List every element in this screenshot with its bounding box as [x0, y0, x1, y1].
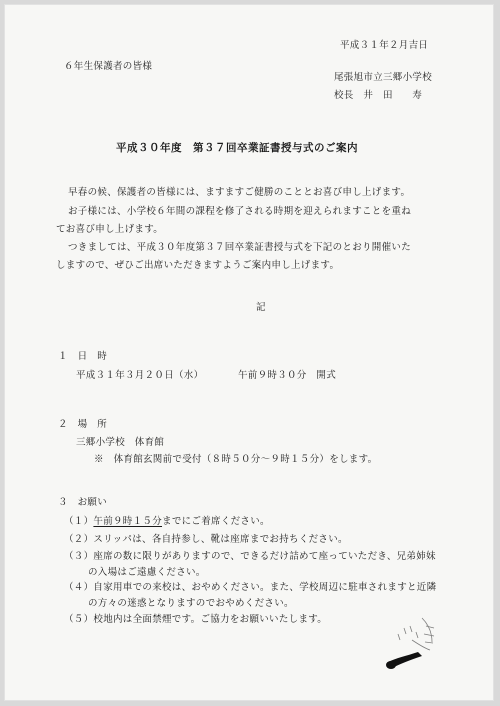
request-5: （５）校地内は全面禁煙です。ご協力をお願いいたします。: [64, 614, 328, 625]
datetime-heading: １ 日 時: [58, 351, 108, 362]
body-line-4: つきましては、平成３０年度第３７回卒業証書授与式を下記のとおり開催いた: [68, 242, 412, 253]
school-emblem-stamp: [382, 614, 442, 674]
place-heading: ２ 場 所: [58, 419, 108, 430]
ki-heading: 記: [256, 302, 266, 313]
recipient: ６年生保護者の皆様: [64, 61, 153, 72]
school-name: 尾張旭市立三郷小学校: [334, 72, 433, 83]
issue-date: 平成３１年２月吉日: [340, 40, 429, 51]
body-line-1: 早春の候、保護者の皆様には、ますますご健勝のこととお喜び申し上げます。: [68, 187, 411, 198]
request-4-line-1: （４）自家用車での来校は、おやめください。また、学校周辺に駐車されますと近隣: [64, 582, 437, 593]
document-title: 平成３０年度 第３７回卒業証書授与式のご案内: [116, 142, 358, 154]
body-line-2: お子様には、小学校６年間の課程を修了される時期を迎えられますことを重ね: [68, 206, 412, 217]
principal-name: 校長 井 田 寿: [334, 90, 423, 101]
request-3-line-1: （３）座席の数に限りがありますので、できるだけ詰めて座っていただき、兄弟姉妹: [64, 551, 436, 562]
body-line-5: しますので、ぜひご出席いただきますようご案内申し上げます。: [56, 260, 340, 271]
request-2: （２）スリッパは、各自持参し、靴は座席までお持ちください。: [64, 534, 348, 545]
request-4-line-2: の方々の迷惑となりますのでおやめください。: [88, 598, 294, 609]
document-page: [4, 4, 494, 701]
body-line-3: てお喜び申し上げます。: [56, 224, 164, 235]
request-3-line-2: の入場はご遠慮ください。: [88, 567, 206, 578]
request-1-number: （１）: [64, 516, 94, 527]
request-1-deadline: 午前９時１５分: [93, 516, 163, 527]
venue: 三郷小学校 体育館: [76, 437, 165, 448]
ceremony-time: 午前９時３０分 開式: [238, 370, 337, 381]
requests-heading: ３ お願い: [58, 497, 108, 508]
reception-note: ※ 体育館玄関前で受付（８時５０分～９時１５分）をします。: [94, 454, 378, 465]
request-1-text: までにご着席ください。: [162, 516, 270, 527]
request-1: [64, 516, 270, 528]
ceremony-date: 平成３１年３月２０日（水）: [76, 370, 204, 381]
